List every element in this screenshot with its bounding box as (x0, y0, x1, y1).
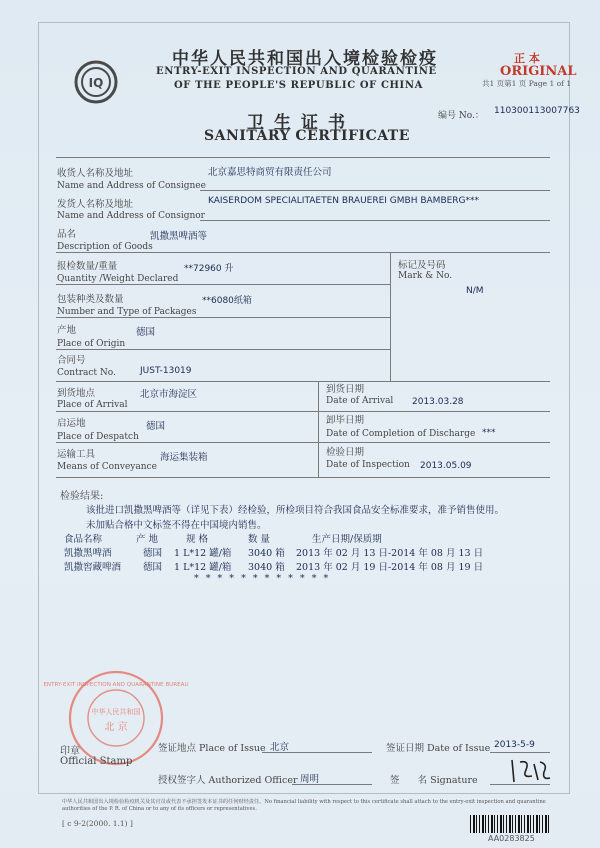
table-row-1-spec: 1 L*12 罐/箱 (174, 548, 232, 559)
arrival-date-label-cn: 到货日期 (326, 384, 365, 395)
origin-label-cn: 产地 (57, 325, 77, 336)
origin-label-en: Place of Origin (57, 339, 126, 349)
table-row-1-date: 2013 年 02 月 13 日-2014 年 08 月 13 日 (296, 548, 484, 559)
arrival-place-label-en: Place of Arrival (57, 400, 128, 410)
table-row-2-date: 2013 年 02 月 19 日-2014 年 08 月 19 日 (296, 562, 484, 573)
page-info: 共1 页第1 页 Page 1 of 1 (482, 79, 572, 88)
table-row-1-qty: 3040 箱 (248, 548, 285, 559)
seal-text-city: 北 京 (104, 722, 128, 733)
results-header-name: 食品名称 (64, 534, 103, 545)
contract-value: JUST-13019 (140, 366, 192, 376)
seal-text-outer: ENTRY-EXIT INSPECTION AND QUARANTINE BUREAU (43, 682, 189, 688)
inspection-label-en: Date of Inspection (326, 460, 410, 470)
rule-top (56, 157, 550, 158)
packages-label-en: Number and Type of Packages (57, 307, 197, 317)
ciq-logo-icon (74, 60, 118, 104)
rule-quantity (56, 284, 390, 285)
quantity-label-cn: 报检数量/重量 (57, 261, 118, 272)
despatch-value: 德国 (146, 421, 166, 432)
inspection-value: 2013.05.09 (420, 461, 472, 471)
results-header-origin: 产 地 (136, 534, 159, 545)
results-line-1: 该批进口凯撒黑啤酒等（详见下表）经检验，所检项目符合我国食品安全标准要求，准予销售使用。 (86, 505, 505, 516)
certificate-title-en: SANITARY CERTIFICATE (204, 128, 410, 144)
original-stamp-en: ORIGINAL (500, 64, 577, 79)
goods-label-cn: 品名 (57, 229, 77, 240)
authority-title-en-2: OF THE PEOPLE'S REPUBLIC OF CHINA (174, 80, 423, 91)
marks-label-cn: 标记及号码 (398, 260, 446, 271)
discharge-value: *** (482, 428, 496, 438)
issue-date-value: 2013-5-9 (494, 740, 535, 750)
consignor-value: KAISERDOM SPECIALITAETEN BRAUEREI GMBH BAMBERG*** (208, 196, 480, 206)
results-heading: 检验结果: (60, 491, 104, 502)
contract-label-cn: 合同号 (57, 355, 86, 366)
consignor-label-cn: 发货人名称及地址 (57, 199, 134, 210)
consignee-value: 北京嘉思特商贸有限责任公司 (208, 167, 332, 178)
conveyance-label-cn: 运输工具 (57, 449, 96, 460)
contract-label-en: Contract No. (57, 368, 116, 378)
rule-consignor (200, 220, 550, 221)
arrival-place-label-cn: 到货地点 (57, 388, 96, 399)
signature-label: 签 名 Signature (390, 775, 478, 786)
rule-conveyance (56, 477, 550, 478)
results-line-2: 未加贴合格中文标签不得在中国境内销售。 (86, 520, 267, 531)
rule-consignee (200, 190, 550, 191)
rule-origin (56, 349, 390, 350)
officer-label: 授权签字人 Authorized Officer (158, 775, 298, 786)
rule-packages (56, 317, 390, 318)
handwritten-signature-icon (508, 756, 552, 786)
rule-issue-place (262, 752, 372, 753)
certificate-number: 110300113007763 (494, 106, 580, 116)
form-code: [ c 9-2(2000. 1.1) ] (62, 819, 133, 828)
issue-place-value: 北京 (270, 742, 290, 753)
issue-place-label: 签证地点 Place of Issue (158, 743, 266, 754)
rule-goods (56, 252, 550, 253)
rule-officer (292, 784, 372, 785)
despatch-label-cn: 启运地 (57, 418, 86, 429)
quantity-value: **72960 升 (184, 264, 234, 274)
discharge-label-en: Date of Completion of Discharge (326, 429, 476, 439)
rule-contract (56, 381, 550, 382)
certificate-title-cn: 卫生证书 (247, 113, 355, 133)
despatch-label-en: Place of Despatch (57, 432, 139, 442)
stamp-label-cn: 印章 (60, 746, 80, 757)
table-row-2-spec: 1 L*12 罐/箱 (174, 562, 232, 573)
marks-label-en: Mark & No. (398, 271, 453, 281)
rule-signature (490, 784, 550, 785)
table-row-2-name: 凯撒窖藏啤酒 (64, 562, 122, 573)
consignor-label-en: Name and Address of Consignor (57, 211, 205, 221)
filler-stars: * * * * * * * * * * * * (194, 573, 331, 584)
rule-despatch (56, 442, 550, 443)
serial-number: AA0283825 (488, 834, 535, 843)
conveyance-value: 海运集装箱 (160, 452, 208, 463)
goods-value: 凯撒黑啤酒等 (150, 231, 208, 242)
divider-marks (390, 252, 391, 382)
consignee-label-en: Name and Address of Consignee (57, 181, 206, 191)
discharge-label-cn: 卸毕日期 (326, 415, 365, 426)
results-header-spec: 规 格 (186, 534, 209, 545)
quantity-label-en: Quantity /Weight Declared (57, 274, 179, 284)
authority-title-en-1: ENTRY-EXIT INSPECTION AND QUARANTINE (156, 66, 437, 77)
disclaimer-line-2: authorities of the P. R. of China or to any of its officers or representatives. (62, 806, 257, 812)
issue-date-label: 签证日期 Date of Issue (386, 743, 491, 754)
packages-label-cn: 包装种类及数量 (57, 294, 124, 305)
results-header-qty: 数 量 (248, 534, 271, 545)
divider-dates (318, 381, 319, 477)
number-label: 编号 No.： (438, 111, 484, 121)
origin-value: 德国 (136, 327, 156, 338)
table-row-1-origin: 德国 (143, 548, 163, 559)
rule-issue-date (490, 752, 550, 753)
barcode-icon (470, 815, 550, 833)
table-row-1-name: 凯撒黑啤酒 (64, 548, 112, 559)
arrival-place-value: 北京市海淀区 (140, 389, 198, 400)
packages-value: **6080纸箱 (202, 296, 252, 306)
table-row-2-qty: 3040 箱 (248, 562, 285, 573)
disclaimer-line-1: 中华人民共和国出入境检验检疫机关及其官员或代表不承担签发本证书的任何财经责任。No financial liability with respect to this certificate shall attach to the entry-exit inspection and quarantine (62, 799, 546, 805)
original-stamp-cn: 正 本 (514, 52, 540, 65)
inspection-label-cn: 检验日期 (326, 447, 365, 458)
authority-title-cn: 中华人民共和国出入境检验检疫 (172, 49, 438, 69)
conveyance-label-en: Means of Conveyance (57, 462, 157, 472)
seal-text-center: 中华人民共和国 (91, 708, 141, 716)
svg-text:IQ: IQ (88, 76, 104, 90)
results-header-date: 生产日期/保质期 (312, 534, 382, 545)
goods-label-en: Description of Goods (57, 242, 153, 252)
arrival-date-label-en: Date of Arrival (326, 396, 394, 406)
stamp-label-en: Official Stamp (60, 756, 133, 767)
officer-value: 周明 (300, 774, 320, 785)
marks-value: N/M (466, 286, 484, 296)
arrival-date-value: 2013.03.28 (412, 397, 464, 407)
rule-arrival (56, 411, 550, 412)
consignee-label-cn: 收货人名称及地址 (57, 168, 134, 179)
table-row-2-origin: 德国 (143, 562, 163, 573)
